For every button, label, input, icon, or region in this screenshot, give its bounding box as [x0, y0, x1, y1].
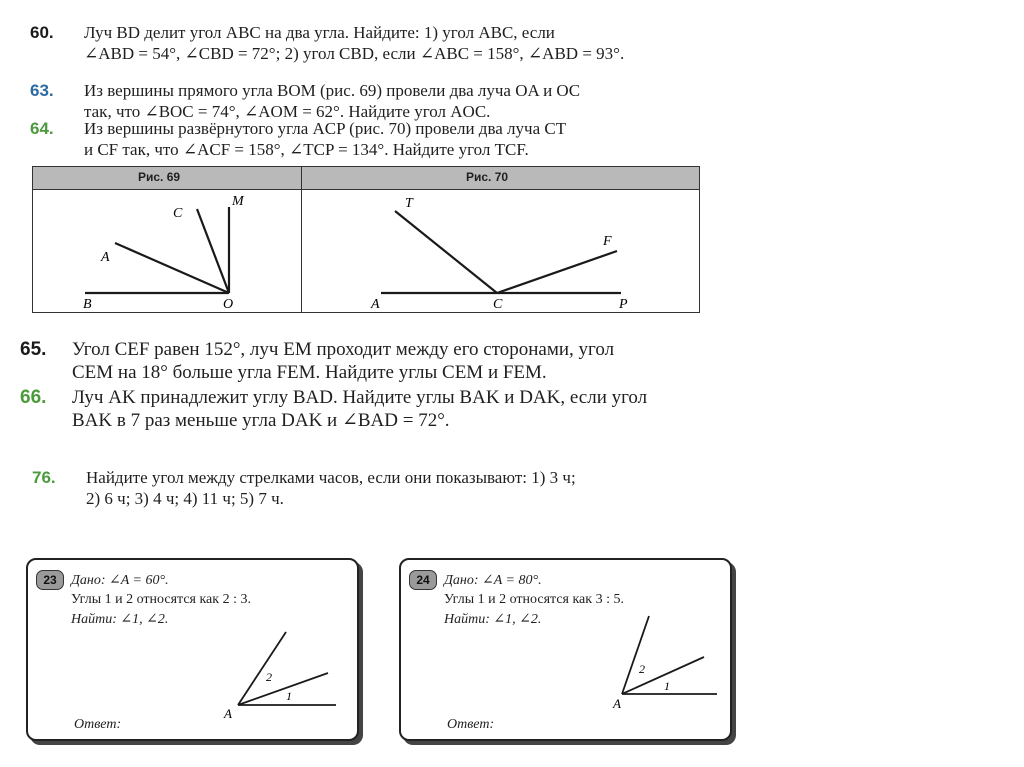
- find-text: Найти: ∠1, ∠2.: [71, 612, 169, 627]
- ratio-text: Углы 1 и 2 относятся как 2 : 3.: [71, 592, 251, 607]
- problem-text-line: и CF так, что ∠ACF = 158°, ∠TCP = 134°. Найдите угол TCF.: [84, 140, 529, 159]
- label-C: C: [493, 297, 503, 312]
- angle-2-label: 2: [266, 670, 272, 684]
- exercise-badge: 24: [409, 570, 437, 590]
- angle-diagram: [28, 560, 361, 743]
- label-A: A: [101, 250, 110, 265]
- angle-diagram: [401, 560, 734, 743]
- problem-text-line: BAK в 7 раз меньше угла DAK и ∠BAD = 72°.: [72, 410, 450, 431]
- ratio-text: Углы 1 и 2 относятся как 3 : 5.: [444, 592, 624, 607]
- problem-text-line: Из вершины развёрнутого угла ACP (рис. 70) провели два луча CT: [84, 119, 567, 138]
- figure-70-title: Рис. 70: [466, 170, 509, 184]
- label-M: M: [232, 194, 244, 209]
- problem-text-line: Луч BD делит угол ABC на два угла. Найдите: 1) угол ABC, если: [84, 23, 555, 42]
- given-text: Дано: ∠A = 60°.: [71, 573, 169, 588]
- exercise-card-23: [26, 558, 359, 741]
- problem-number: 76.: [32, 468, 56, 487]
- label-B: B: [83, 297, 92, 312]
- exercise-card-24: [399, 558, 732, 741]
- label-A: A: [371, 297, 380, 312]
- label-P: P: [619, 297, 628, 312]
- angle-2-label: 2: [639, 662, 645, 676]
- find-text: Найти: ∠1, ∠2.: [444, 612, 542, 627]
- problem-number: 65.: [20, 339, 47, 360]
- given-text: Дано: ∠A = 80°.: [444, 573, 542, 588]
- figures-table: [32, 166, 700, 313]
- problem-number: 60.: [30, 23, 54, 42]
- label-O: O: [223, 297, 234, 312]
- problem-number: 66.: [20, 387, 47, 408]
- problem-number: 64.: [30, 119, 54, 138]
- problem-text-line: ∠ABD = 54°, ∠CBD = 72°; 2) угол CBD, если ∠ABC = 158°, ∠ABD = 93°.: [84, 44, 625, 63]
- problem-text-line: так, что ∠BOC = 74°, ∠AOM = 62°. Найдите угол AOC.: [84, 102, 491, 121]
- vertex-label: A: [613, 696, 621, 711]
- label-C: C: [173, 206, 183, 221]
- problem-text-line: CEM на 18° больше угла FEM. Найдите углы CEM и FEM.: [72, 362, 547, 383]
- vertex-label: A: [224, 706, 232, 721]
- problem-number: 63.: [30, 81, 54, 100]
- problem-text-line: Найдите угол между стрелками часов, если они показывают: 1) 3 ч;: [86, 468, 576, 487]
- problem-text-line: Из вершины прямого угла BOM (рис. 69) провели два луча OA и OC: [84, 81, 581, 100]
- problem-text-line: 2) 6 ч; 3) 4 ч; 4) 11 ч; 5) 7 ч.: [86, 489, 284, 508]
- answer-label: Ответ:: [74, 717, 122, 732]
- exercise-badge: 23: [36, 570, 64, 590]
- answer-label: Ответ:: [447, 717, 495, 732]
- label-T: T: [405, 196, 413, 211]
- figure-69-title: Рис. 69: [138, 170, 181, 184]
- angle-1-label: 1: [286, 689, 292, 703]
- problem-text-line: Угол CEF равен 152°, луч EM проходит между его сторонами, угол: [72, 339, 615, 360]
- label-F: F: [603, 234, 612, 249]
- figure-70-diagram: [381, 211, 621, 293]
- angle-1-label: 1: [664, 679, 670, 693]
- problem-text-line: Луч AK принадлежит углу BAD. Найдите углы BAK и DAK, если угол: [72, 387, 648, 408]
